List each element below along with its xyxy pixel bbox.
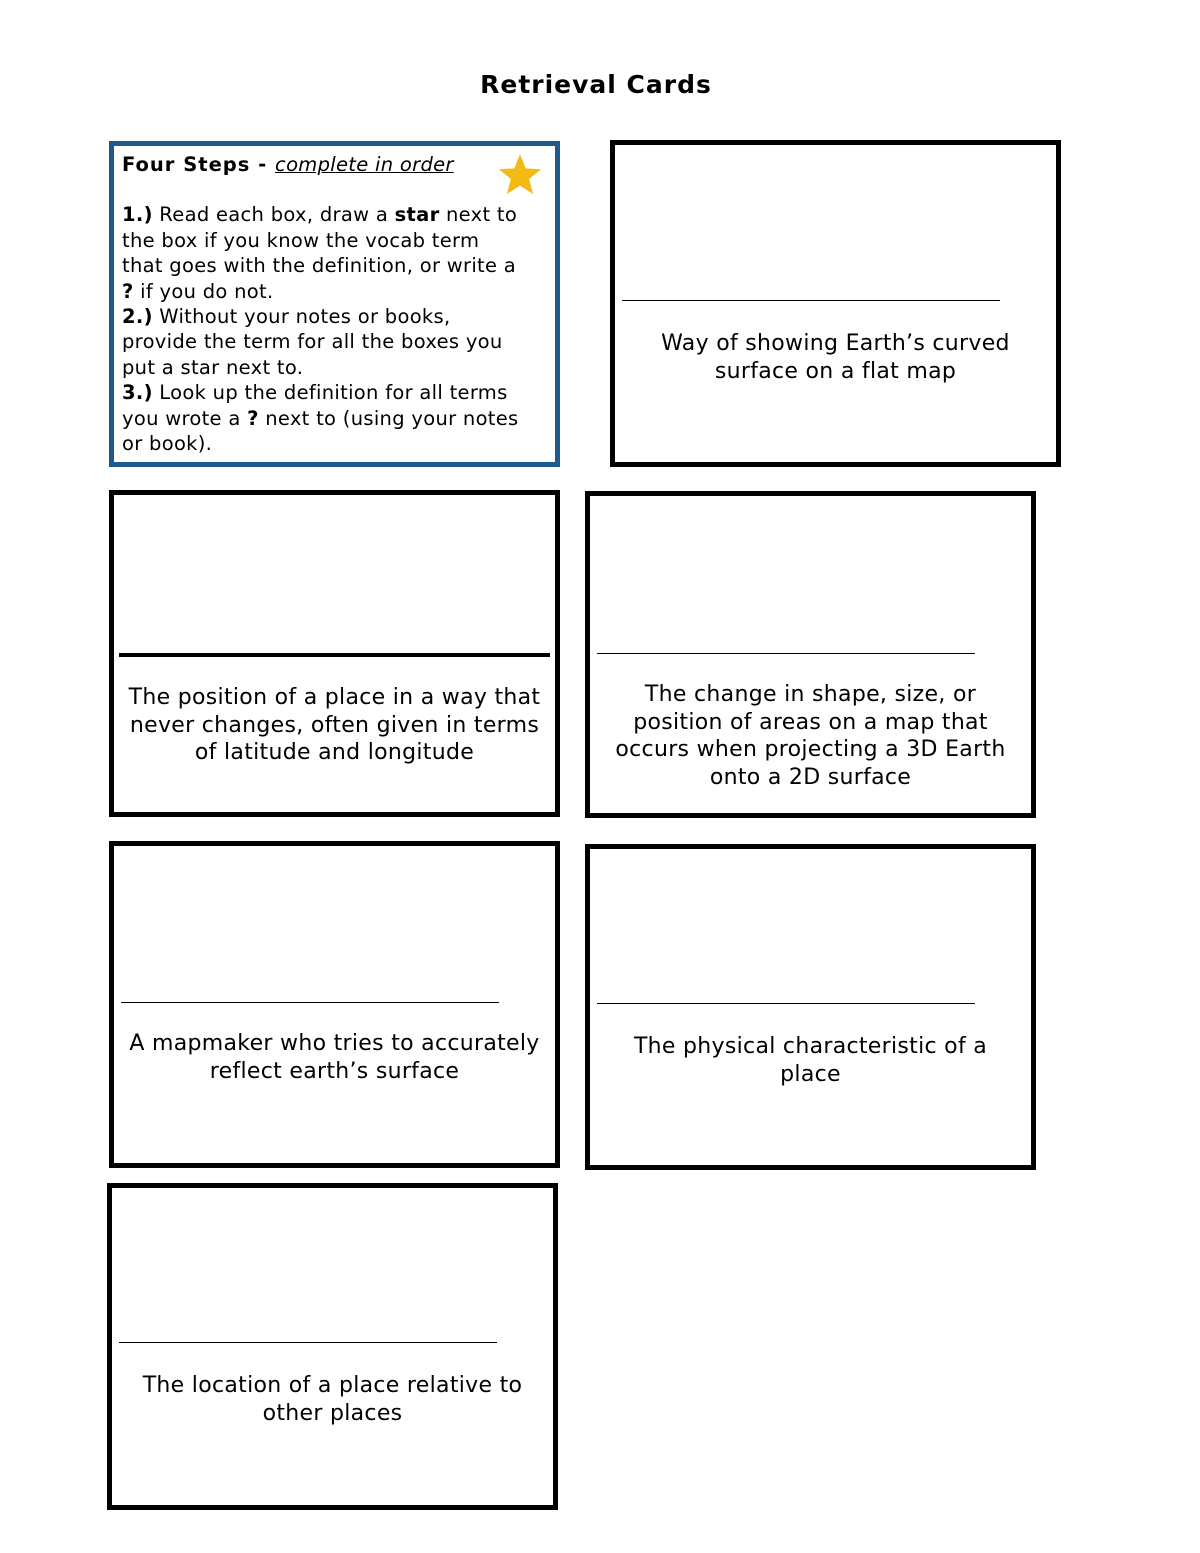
instructions-subheading: complete in order [275,153,454,176]
card-definition: A mapmaker who tries to accurately reflect earth’s surface [129,1031,540,1084]
retrieval-card-3 [585,491,1036,818]
step-1-text-d: that goes with the definition, or write a [122,254,517,278]
step-1 [122,202,547,304]
term-answer-line[interactable] [622,300,1000,301]
step-3 [122,380,547,456]
instructions-heading-separator: - [250,153,276,176]
step-1-star-word: star [394,203,440,227]
step-2-text-c: put a star next to. [122,355,304,379]
retrieval-card-6 [107,1183,558,1510]
step-3-text-b: you wrote a [122,406,248,430]
card-definition: The position of a place in a way that never changes, often given in terms of latitude and longitude [128,685,541,765]
step-1-number: 1.) [122,203,153,227]
step-1-text-b: next to [439,203,518,227]
term-answer-line[interactable] [597,653,975,654]
step-1-text-c: the box if you know the vocab term [122,228,480,252]
step-1-question-mark: ? [122,279,134,303]
card-definition: The change in shape, size, or position of areas on a map that occurs when projecting a 3D Earth onto a 2D surface [615,682,1006,790]
retrieval-card-2 [109,490,560,817]
term-answer-line[interactable] [597,1003,975,1004]
card-definition: The location of a place relative to other places [142,1373,523,1426]
step-2-text-a: Without your notes or books, [152,305,451,329]
term-answer-line[interactable] [119,653,550,657]
step-1-text-a: Read each box, draw a [152,203,395,227]
step-2-number: 2.) [122,305,153,329]
step-3-number: 3.) [122,381,153,405]
step-3-text-c: next to (using your notes [258,406,519,430]
page-title: Retrieval Cards [480,70,712,99]
retrieval-card-5 [585,844,1036,1170]
card-definition: The physical characteristic of a place [633,1034,988,1087]
retrieval-card-4 [109,841,560,1168]
step-2 [122,304,547,380]
step-3-text-d: or book). [122,432,213,456]
term-answer-line[interactable] [119,1342,497,1343]
star-icon [496,152,544,198]
step-1-text-e: if you do not. [133,279,274,303]
instructions-box [109,141,560,467]
step-2-text-b: provide the term for all the boxes you [122,330,503,354]
instructions-heading-text: Four Steps [122,153,251,176]
step-3-question-mark: ? [247,406,259,430]
retrieval-card-1 [610,140,1061,467]
term-answer-line[interactable] [121,1002,499,1003]
step-3-text-a: Look up the definition for all terms [152,381,508,405]
instructions-heading [122,152,547,177]
card-definition: Way of showing Earth’s curved surface on a flat map [661,331,1010,384]
